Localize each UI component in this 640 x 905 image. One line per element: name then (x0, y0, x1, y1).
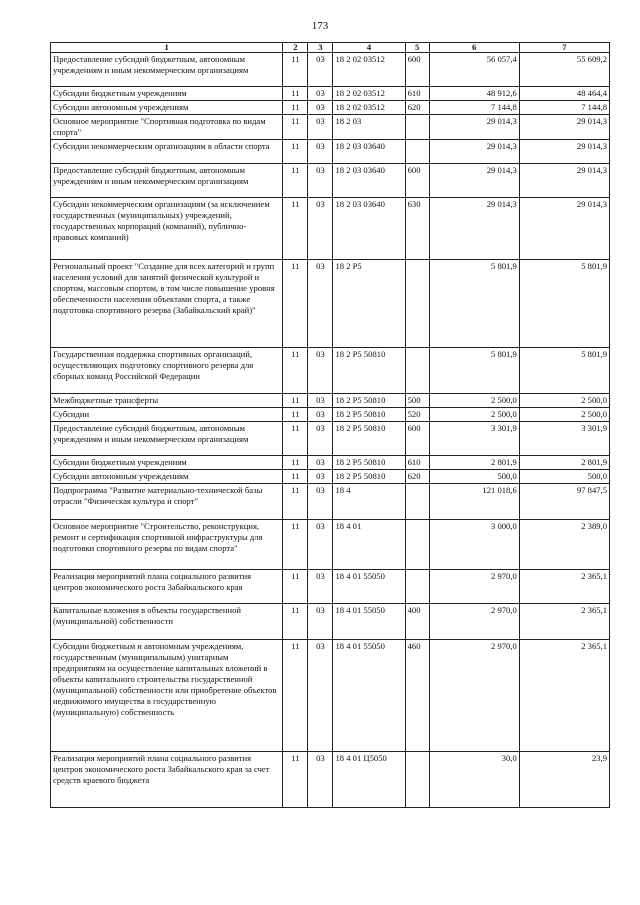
amount-actual-cell: 2 365,1 (519, 570, 609, 604)
amount-actual-cell: 2 365,1 (519, 640, 609, 752)
subsection-cell: 03 (308, 604, 333, 640)
row-name-cell: Субсидии бюджетным и автономным учреждениям, государственным (муниципальным) унитарным предприятиям на осуществление капитальных вложений в объекты капитального строительства государственной (муниципальной) собственности или приобретение объектов недвижимого имущества в государственную (муниципальную) собственность (51, 640, 283, 752)
amount-actual-cell: 23,9 (519, 752, 609, 808)
target-article-cell: 18 2 P5 50810 (333, 422, 405, 456)
table-row (51, 260, 610, 348)
row-name-cell: Реализация мероприятий плана социального развития центров экономического роста Забайкальского края (51, 570, 283, 604)
row-name-cell: Субсидии некоммерческим организациям (за исключением государственных (муниципальных) учреждений, государственных корпораций (компаний), публично-правовых компаний) (51, 198, 283, 260)
expense-type-cell: 630 (405, 198, 429, 260)
amount-actual-cell: 55 609,2 (519, 53, 609, 87)
target-article-cell: 18 4 01 Ц5050 (333, 752, 405, 808)
amount-plan-cell: 7 144,8 (429, 101, 519, 115)
subsection-cell: 03 (308, 101, 333, 115)
column-header: 3 (308, 43, 333, 53)
subsection-cell: 03 (308, 408, 333, 422)
row-name-cell: Капитальные вложения в объекты государственной (муниципальной) собственности (51, 604, 283, 640)
amount-plan-cell: 29 014,3 (429, 140, 519, 164)
amount-plan-cell: 56 057,4 (429, 53, 519, 87)
amount-plan-cell: 29 014,3 (429, 115, 519, 140)
subsection-cell: 03 (308, 348, 333, 394)
table-row (51, 570, 610, 604)
table-row (51, 470, 610, 484)
amount-actual-cell: 29 014,3 (519, 115, 609, 140)
table-row (51, 115, 610, 140)
target-article-cell: 18 2 02 03512 (333, 87, 405, 101)
target-article-cell: 18 4 01 (333, 520, 405, 570)
section-cell: 11 (283, 260, 308, 348)
row-name-cell: Субсидии бюджетным учреждениям (51, 456, 283, 470)
amount-actual-cell: 3 301,9 (519, 422, 609, 456)
target-article-cell: 18 2 P5 (333, 260, 405, 348)
row-name-cell: Предоставление субсидий бюджетным, автономным учреждениям и иным некоммерческим организациям (51, 422, 283, 456)
section-cell: 11 (283, 422, 308, 456)
row-name-cell: Основное мероприятие "Спортивная подготовка по видам спорта" (51, 115, 283, 140)
row-name-cell: Предоставление субсидий бюджетным, автономным учреждениям и иным некоммерческим организациям (51, 164, 283, 198)
page-number: 173 (311, 20, 329, 32)
column-header: 1 (51, 43, 283, 53)
section-cell: 11 (283, 520, 308, 570)
expense-type-cell (405, 520, 429, 570)
expense-type-cell (405, 140, 429, 164)
table-row (51, 198, 610, 260)
amount-plan-cell: 2 500,0 (429, 408, 519, 422)
amount-plan-cell: 121 018,6 (429, 484, 519, 520)
expense-type-cell (405, 570, 429, 604)
section-cell: 11 (283, 408, 308, 422)
expense-type-cell: 400 (405, 604, 429, 640)
amount-plan-cell: 48 912,6 (429, 87, 519, 101)
table-row (51, 101, 610, 115)
amount-plan-cell: 500,0 (429, 470, 519, 484)
target-article-cell: 18 2 P5 50810 (333, 348, 405, 394)
amount-plan-cell: 2 500,0 (429, 394, 519, 408)
expense-type-cell: 620 (405, 101, 429, 115)
amount-actual-cell: 29 014,3 (519, 198, 609, 260)
subsection-cell: 03 (308, 422, 333, 456)
subsection-cell: 03 (308, 394, 333, 408)
subsection-cell: 03 (308, 456, 333, 470)
amount-actual-cell: 5 801,9 (519, 348, 609, 394)
table-row (51, 640, 610, 752)
section-cell: 11 (283, 752, 308, 808)
amount-plan-cell: 2 801,9 (429, 456, 519, 470)
section-cell: 11 (283, 87, 308, 101)
target-article-cell: 18 2 03 03640 (333, 140, 405, 164)
table-row (51, 140, 610, 164)
target-article-cell: 18 4 01 55050 (333, 570, 405, 604)
table-row (51, 87, 610, 101)
amount-plan-cell: 29 014,3 (429, 198, 519, 260)
target-article-cell: 18 4 (333, 484, 405, 520)
expense-type-cell: 610 (405, 456, 429, 470)
table-row (51, 484, 610, 520)
section-cell: 11 (283, 394, 308, 408)
amount-plan-cell: 30,0 (429, 752, 519, 808)
expense-type-cell: 500 (405, 394, 429, 408)
expense-type-cell: 600 (405, 422, 429, 456)
amount-actual-cell: 29 014,3 (519, 140, 609, 164)
section-cell: 11 (283, 115, 308, 140)
column-header: 4 (333, 43, 405, 53)
subsection-cell: 03 (308, 752, 333, 808)
amount-plan-cell: 2 970,0 (429, 570, 519, 604)
expense-type-cell (405, 115, 429, 140)
row-name-cell: Региональный проект "Создание для всех категорий и групп населения условий для занятий физической культурой и спортом, массовым спортом, в том числе повышение уровня обеспеченности населения объектами спорта, а также подготовка спортивного резерва (Забайкальский край)" (51, 260, 283, 348)
section-cell: 11 (283, 456, 308, 470)
table-row (51, 408, 610, 422)
row-name-cell: Субсидии некоммерческим организациям в области спорта (51, 140, 283, 164)
amount-actual-cell: 2 500,0 (519, 394, 609, 408)
subsection-cell: 03 (308, 164, 333, 198)
amount-actual-cell: 2 389,0 (519, 520, 609, 570)
row-name-cell: Субсидии автономным учреждениям (51, 101, 283, 115)
row-name-cell: Основное мероприятие "Строительство, реконструкция, ремонт и сертификация спортивной инфраструктуры для подготовки спортивного резерва по видам спорта" (51, 520, 283, 570)
amount-plan-cell: 3 000,0 (429, 520, 519, 570)
amount-actual-cell: 97 847,5 (519, 484, 609, 520)
expense-type-cell (405, 484, 429, 520)
subsection-cell: 03 (308, 260, 333, 348)
section-cell: 11 (283, 101, 308, 115)
table-header-row (51, 43, 610, 53)
section-cell: 11 (283, 484, 308, 520)
amount-plan-cell: 2 970,0 (429, 604, 519, 640)
table-row (51, 53, 610, 87)
expense-type-cell: 610 (405, 87, 429, 101)
subsection-cell: 03 (308, 470, 333, 484)
target-article-cell: 18 2 03 (333, 115, 405, 140)
expense-type-cell: 460 (405, 640, 429, 752)
subsection-cell: 03 (308, 198, 333, 260)
section-cell: 11 (283, 164, 308, 198)
amount-plan-cell: 5 801,9 (429, 260, 519, 348)
amount-actual-cell: 5 801,9 (519, 260, 609, 348)
section-cell: 11 (283, 198, 308, 260)
subsection-cell: 03 (308, 140, 333, 164)
subsection-cell: 03 (308, 570, 333, 604)
table-row (51, 456, 610, 470)
row-name-cell: Субсидии (51, 408, 283, 422)
row-name-cell: Реализация мероприятий плана социального развития центров экономического роста Забайкальского края за счет средств краевого бюджета (51, 752, 283, 808)
table-row (51, 604, 610, 640)
subsection-cell: 03 (308, 115, 333, 140)
column-header: 6 (429, 43, 519, 53)
expense-type-cell (405, 752, 429, 808)
target-article-cell: 18 2 P5 50810 (333, 408, 405, 422)
amount-plan-cell: 2 970,0 (429, 640, 519, 752)
table-row (51, 422, 610, 456)
target-article-cell: 18 2 P5 50810 (333, 470, 405, 484)
expense-type-cell (405, 260, 429, 348)
table-row (51, 394, 610, 408)
expense-type-cell: 520 (405, 408, 429, 422)
amount-plan-cell: 29 014,3 (429, 164, 519, 198)
row-name-cell: Субсидии автономным учреждениям (51, 470, 283, 484)
subsection-cell: 03 (308, 484, 333, 520)
subsection-cell: 03 (308, 640, 333, 752)
target-article-cell: 18 2 02 03512 (333, 53, 405, 87)
amount-actual-cell: 7 144,8 (519, 101, 609, 115)
amount-actual-cell: 2 365,1 (519, 604, 609, 640)
target-article-cell: 18 2 03 03640 (333, 164, 405, 198)
amount-plan-cell: 3 301,9 (429, 422, 519, 456)
table-body (51, 53, 610, 808)
row-name-cell: Межбюджетные трансферты (51, 394, 283, 408)
target-article-cell: 18 2 P5 50810 (333, 394, 405, 408)
amount-plan-cell: 5 801,9 (429, 348, 519, 394)
table-row (51, 164, 610, 198)
amount-actual-cell: 2 801,9 (519, 456, 609, 470)
expense-type-cell (405, 348, 429, 394)
table-row (51, 520, 610, 570)
amount-actual-cell: 29 014,3 (519, 164, 609, 198)
column-header: 7 (519, 43, 609, 53)
target-article-cell: 18 2 P5 50810 (333, 456, 405, 470)
subsection-cell: 03 (308, 87, 333, 101)
row-name-cell: Государственная поддержка спортивных организаций, осуществляющих подготовку спортивного резерва для сборных команд Российской Федерации (51, 348, 283, 394)
target-article-cell: 18 4 01 55050 (333, 640, 405, 752)
target-article-cell: 18 2 03 03640 (333, 198, 405, 260)
amount-actual-cell: 2 500,0 (519, 408, 609, 422)
row-name-cell: Субсидии бюджетным учреждениям (51, 87, 283, 101)
column-header: 5 (405, 43, 429, 53)
section-cell: 11 (283, 470, 308, 484)
expense-type-cell: 620 (405, 470, 429, 484)
target-article-cell: 18 2 02 03512 (333, 101, 405, 115)
section-cell: 11 (283, 53, 308, 87)
row-name-cell: Предоставление субсидий бюджетным, автономным учреждениям и иным некоммерческим организациям (51, 53, 283, 87)
section-cell: 11 (283, 348, 308, 394)
subsection-cell: 03 (308, 520, 333, 570)
section-cell: 11 (283, 570, 308, 604)
section-cell: 11 (283, 604, 308, 640)
table-row (51, 348, 610, 394)
amount-actual-cell: 48 464,4 (519, 87, 609, 101)
table-row (51, 752, 610, 808)
column-header: 2 (283, 43, 308, 53)
subsection-cell: 03 (308, 53, 333, 87)
expense-type-cell: 600 (405, 53, 429, 87)
amount-actual-cell: 500,0 (519, 470, 609, 484)
budget-table (50, 42, 610, 808)
section-cell: 11 (283, 640, 308, 752)
row-name-cell: Подпрограмма "Развитие материально-технической базы отрасли "Физическая культура и спорт" (51, 484, 283, 520)
expense-type-cell: 600 (405, 164, 429, 198)
section-cell: 11 (283, 140, 308, 164)
target-article-cell: 18 4 01 55050 (333, 604, 405, 640)
